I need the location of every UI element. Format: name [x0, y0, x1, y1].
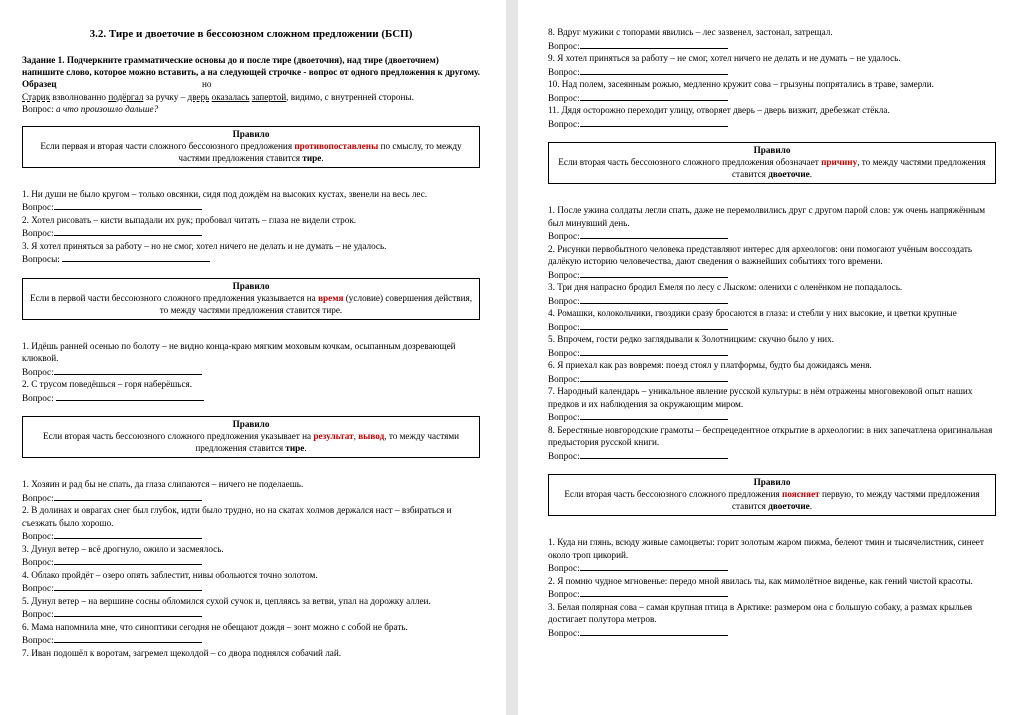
question-line: Вопрос: [22, 581, 480, 595]
exercise-sentence: 4. Ромашки, колокольчики, гвоздики сразу бросаются в глаза: и стебли у них высокие, и цветки крупные [548, 308, 957, 318]
question-line: Вопрос: [22, 391, 480, 405]
answer-field[interactable] [54, 491, 202, 501]
sample-insert-word: но [202, 79, 212, 89]
rule-box-4: Правило Если вторая часть бессоюзного сложного предложения обозначает причину, то между частями предложения ставится двоеточие. [548, 142, 996, 184]
exercise-sentence: 2. С трусом поведёшься – горя наберёшься. [22, 379, 193, 389]
exercise-sentence: 6. Мама напомнила мне, что синоптики сегодня не обещают дождя – зонт можно с собой не брать. [22, 621, 408, 632]
question-line: Вопрос: [548, 587, 996, 601]
sample-sentence: Старик взволнованно подёргал за ручку – дверь оказалась запертой, видимо, с внутренней стороны. [22, 91, 414, 102]
answer-field[interactable] [580, 587, 728, 597]
answer-field[interactable] [54, 581, 202, 591]
question-line: Вопрос: [22, 529, 480, 543]
exercise-sentence: 8. Берестяные новгородские грамоты – беспрецедентное открытие в археологии: в них запечатлена оригинальная предыстория русской книги. [548, 424, 993, 447]
exercise-sentence: 9. Я хотел приняться за работу – не смог, хотел ничего не делать и не думать – не удалось. [548, 53, 901, 63]
answer-field[interactable] [54, 529, 202, 539]
exercise-sentence: 4. Облако пройдёт – озеро опять заблестит, нивы обольются точно золотом. [22, 569, 318, 580]
question-line: Вопрос: [548, 229, 996, 243]
question-line: Вопрос: [22, 491, 480, 505]
question-line: Вопрос: [548, 39, 996, 53]
exercise-sentence: 5. Дунул ветер – на вершине сосны обломился сухой сучок и, цепляясь за ветви, упал на дорожку аллеи. [22, 595, 431, 606]
page-title: 3.2. Тире и двоеточие в бессоюзном сложном предложении (БСП) [89, 28, 413, 40]
exercise-sentence: 2. Я помню чудное мгновенье: передо мной явилась ты, как мимолётное виденье, как гений чистой красоты. [548, 575, 973, 586]
question-line: Вопрос: [548, 268, 996, 282]
exercise-sentence: 10. Над полем, засеянным рожью, медленно кружит сова – грызуны попрятались в траве, замерли. [548, 79, 934, 89]
rule-box-2: Правило Если в первой части бессоюзного сложного предложения указывается на время (условие) совершения действия, то между частями предложения ставится тире. [22, 278, 480, 320]
answer-field[interactable] [580, 65, 728, 75]
answer-field[interactable] [580, 294, 728, 304]
question-line: Вопрос: [548, 346, 996, 360]
question-line: Вопрос: [548, 320, 996, 334]
answer-field[interactable] [580, 39, 728, 49]
sample-label: Образец [22, 79, 57, 89]
exercise-sentence: 1. Хозяин и рад бы не спать, да глаза слипаются – ничего не поделаешь. [22, 479, 304, 489]
answer-field[interactable] [580, 626, 728, 636]
exercise-sentence: 11. Дядя осторожно переходит улицу, отворяет дверь – дверь визжит, дребезжат стёкла. [548, 105, 890, 115]
question-line: Вопрос: [22, 226, 480, 240]
exercise-sentence: 1. Куда ни глянь, всюду живые самоцветы: горит золотым жаром пижма, белеют тмин и тысячелистник, синеет около троп цикорий. [548, 537, 984, 560]
sample-header [22, 78, 480, 91]
answer-field[interactable] [580, 346, 728, 356]
exercise-sentence: 1. Ни души не было кругом – только овсянки, сидя под дождём на высоких кустах, звенели на весь лес. [22, 188, 428, 199]
exercise-sentence: 6. Я приехал как раз вовремя: поезд стоял у платформы, будто бы дожидаясь меня. [548, 360, 872, 370]
question-line: Вопрос: [22, 200, 480, 214]
answer-field[interactable] [62, 252, 210, 262]
question-line: Вопрос: [548, 561, 996, 575]
exercise-sentence: 3. Я хотел приняться за работу – но не смог, хотел ничего не делать и не думать – не удалось. [22, 240, 387, 251]
answer-field[interactable] [54, 555, 202, 565]
question-line: Вопрос: [22, 555, 480, 569]
rule-box-3: Правило Если вторая часть бессоюзного сложного предложения указывает на результат, вывод, то между частями предложения ставится тире. [22, 416, 480, 458]
exercise-sentence: 2. Рисунки первобытного человека представляют интерес для археологов: они помогают учёным воссоздать далёкую историю человечества, дают сведения о важнейших событиях того времени. [548, 243, 973, 266]
answer-field[interactable] [580, 117, 728, 127]
question-line: Вопросы: [22, 252, 480, 266]
answer-field[interactable] [580, 372, 728, 382]
exercise-sentence: 8. Вдруг мужики с топорами явились – лес зазвенел, застонал, затрещал. [548, 27, 833, 37]
answer-field[interactable] [54, 607, 202, 617]
exercise-sentence: 7. Иван подошёл к воротам, загремел щеколдой – со двора поднялся собачий лай. [22, 647, 342, 658]
answer-field[interactable] [56, 391, 204, 401]
question-line: Вопрос: [22, 633, 480, 647]
task-1: Задание 1. Подчеркните грамматические основы до и после тире (двоеточия), над тире (двоеточием) напишите слово, которое можно вставить, а на следующей строчке - вопрос от одного предложения к другому. [22, 55, 480, 77]
question-line: Вопрос: [22, 607, 480, 621]
answer-field[interactable] [580, 229, 728, 239]
page-left [0, 0, 506, 715]
question-line: Вопрос: [548, 65, 996, 79]
exercise-sentence: 2. В долинах и оврагах снег был глубок, идти было трудно, но на скатах холмов держался наст – взбираться и съезжать было хорошо. [22, 505, 452, 528]
answer-field[interactable] [54, 633, 202, 643]
answer-field[interactable] [54, 200, 202, 210]
answer-field[interactable] [580, 320, 728, 330]
answer-field[interactable] [54, 226, 202, 236]
question-line: Вопрос: [548, 372, 996, 386]
rule-box-5: Правило Если вторая часть бессоюзного сложного предложения поясняет первую, то между частями предложения ставится двоеточие. [548, 474, 996, 516]
answer-field[interactable] [580, 561, 728, 571]
exercise-sentence: 7. Народный календарь – уникальное явление русской культуры: в нём отражены многовековой опыт наших предков и их наблюдения за окружающим миром. [548, 386, 973, 409]
question-line: Вопрос: [548, 410, 996, 424]
question-line: Вопрос: [548, 449, 996, 463]
answer-field[interactable] [54, 365, 202, 375]
answer-field[interactable] [580, 91, 728, 101]
question-line: Вопрос: [548, 626, 996, 640]
rule-box-1: Правило Если первая и вторая части сложного бессоюзного предложения противопоставлены по смыслу, то между частями предложения ставится тире. [22, 126, 480, 168]
exercise-sentence: 1. После ужина солдаты легли спать, даже не перемолвились друг с другом парой слов: уж очень напряжённым был минувший день. [548, 205, 986, 228]
answer-field[interactable] [580, 449, 728, 459]
question-line: Вопрос: [22, 365, 480, 379]
answer-field[interactable] [580, 410, 728, 420]
exercise-sentence: 3. Три дня напрасно бродил Емеля по лесу с Лыском: оленихи с оленёнком не попадалось. [548, 282, 903, 292]
exercise-sentence: 1. Идёшь ранней осенью по болоту – не видно конца-краю мягким моховым кочкам, осыпанным дозревающей клюквой. [22, 340, 456, 363]
exercise-sentence: 5. Впрочем, гости редко заглядывали к Золотницким: скучно было у них. [548, 334, 834, 344]
sample-question: Вопрос: а что произошло дальше? [22, 104, 159, 114]
question-line: Вопрос: [548, 294, 996, 308]
exercise-sentence: 2. Хотел рисовать – кисти выпадали их рук; пробовал читать – глаза не видели строк. [22, 214, 357, 225]
page-right [518, 0, 1024, 715]
exercise-sentence: 3. Белая полярная сова – самая крупная птица в Арктике: размером она с большую собаку, а размах крыльев достигает полутора метров. [548, 601, 973, 624]
answer-field[interactable] [580, 268, 728, 278]
exercise-sentence: 3. Дунул ветер – всё дрогнуло, ожило и засмеялось. [22, 543, 224, 554]
question-line: Вопрос: [548, 117, 996, 131]
question-line: Вопрос: [548, 91, 996, 105]
